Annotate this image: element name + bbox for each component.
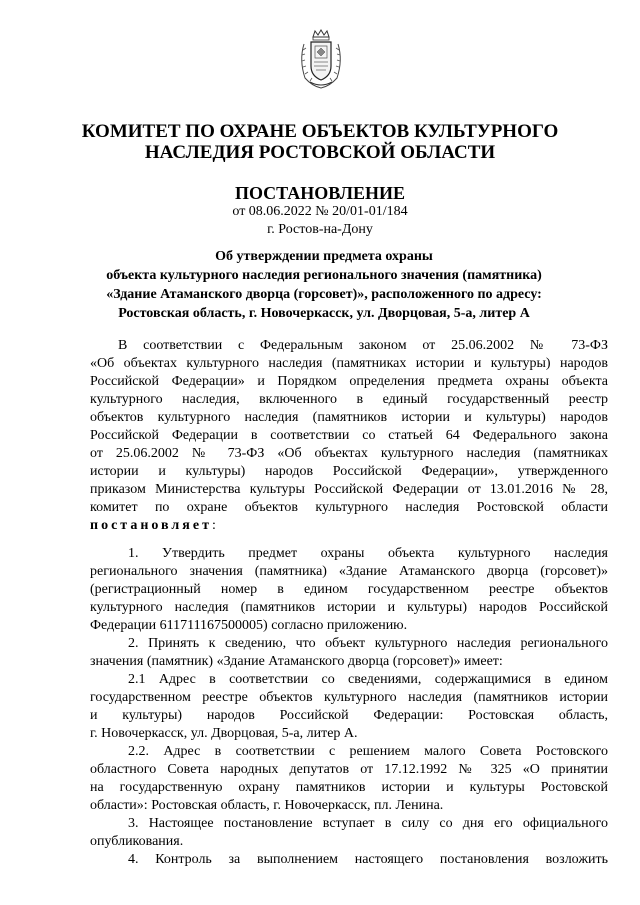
text-line: на государственную охрану памятников истории и культуры Ростовской bbox=[90, 780, 608, 795]
text-line: 3. Настоящее постановление вступает в силу со дня его официального bbox=[128, 816, 608, 831]
text-line: областного Совета народных депутатов от 17.12.1992 № 325 «О принятии bbox=[90, 762, 608, 777]
decree-colon: : bbox=[211, 518, 216, 533]
text-line: Российской Федерации» и Порядком определения предмета охраны объекта bbox=[90, 374, 608, 389]
text-line: 2.1 Адрес в соответствии со сведениями, содержащимися в едином bbox=[128, 672, 608, 687]
item-1-paragraph bbox=[90, 545, 608, 635]
text-line: опубликования. bbox=[90, 834, 184, 849]
text-line: от 25.06.2002 № 73-ФЗ «Об объектах культурного наследия (памятниках bbox=[90, 446, 608, 461]
subject-line: «Здание Атаманского дворца (горсовет)», расположенного по адресу: bbox=[106, 287, 542, 302]
item-2-2-paragraph bbox=[90, 743, 608, 815]
item-3-paragraph bbox=[90, 815, 608, 851]
text-line: г. Новочеркасск, ул. Дворцовая, 5-а, литер А. bbox=[90, 726, 358, 741]
text-line: комитет по охране объектов культурного наследия Ростовской области bbox=[90, 500, 608, 515]
text-line: «Об объектах культурного наследия (памятниках истории и культуры) народов bbox=[90, 356, 608, 371]
preamble-paragraph bbox=[90, 337, 608, 535]
text-line: культурного наследия (памятников истории и культуры) народов Российской bbox=[90, 600, 608, 615]
document-subject bbox=[90, 247, 558, 323]
document-city: г. Ростов-на-Дону bbox=[267, 222, 373, 237]
text-line: 2. Принять к сведению, что объект культурного наследия регионального bbox=[128, 636, 608, 651]
text-line: 4. Контроль за выполнением настоящего постановления возложить bbox=[128, 852, 608, 867]
decree-line bbox=[90, 517, 608, 535]
organization-title-line: КОМИТЕТ ПО ОХРАНЕ ОБЪЕКТОВ КУЛЬТУРНОГО bbox=[81, 121, 559, 142]
document-type-title: ПОСТАНОВЛЕНИЕ bbox=[234, 183, 406, 203]
text-line: значения (памятник) «Здание Атаманского дворца (горсовет)» имеет: bbox=[90, 654, 503, 669]
text-line: Федерации 611711167500005) согласно приложению. bbox=[90, 618, 408, 633]
text-line: регионального значения (памятника) «Здание Атаманского дворца (горсовет)» bbox=[90, 564, 608, 579]
document-date-number: от 08.06.2022 № 20/01-01/184 bbox=[232, 204, 408, 219]
text-line: области»: Ростовская область, г. Новочеркасск, пл. Ленина. bbox=[90, 798, 444, 813]
organization-title-line: НАСЛЕДИЯ РОСТОВСКОЙ ОБЛАСТИ bbox=[144, 142, 496, 163]
text-line: объектов культурного наследия (памятников истории и культуры) народов bbox=[90, 410, 608, 425]
organization-title bbox=[60, 121, 580, 163]
text-line: 1. Утвердить предмет охраны объекта культурного наследия bbox=[128, 546, 608, 561]
text-line: 2.2. Адрес в соответствии с решением малого Совета Ростовского bbox=[128, 744, 608, 759]
text-line: истории и культуры) народов Российской Федерации», утвержденного bbox=[90, 464, 608, 479]
text-line: и культуры) народов Российской Федерации: Ростовская область, bbox=[90, 708, 608, 723]
text-line: (регистрационный номер в едином государственном реестре объектов bbox=[90, 582, 608, 597]
item-2-paragraph bbox=[90, 635, 608, 671]
subject-line: Ростовская область, г. Новочеркасск, ул. Дворцовая, 5-а, литер А bbox=[118, 306, 530, 321]
subject-line: объекта культурного наследия регионального значения (памятника) bbox=[106, 268, 542, 283]
text-line: культурного наследия, включенного в единый государственный реестр bbox=[90, 392, 608, 407]
decree-word: постановляет bbox=[90, 518, 212, 533]
subject-line: Об утверждении предмета охраны bbox=[215, 249, 433, 264]
text-line: приказом Министерства культуры Российской Федерации от 13.01.2016 № 28, bbox=[90, 482, 608, 497]
item-4-paragraph bbox=[90, 851, 608, 869]
item-2-1-paragraph bbox=[90, 671, 608, 743]
text-line: государственном реестре объектов культурного наследия (памятников истории bbox=[90, 690, 608, 705]
coat-of-arms-emblem-icon bbox=[296, 28, 346, 90]
text-line: В соответствии с Федеральным законом от 25.06.2002 № 73-ФЗ bbox=[118, 338, 608, 353]
text-line: Российской Федерации в соответствии со статьей 64 Федерального закона bbox=[90, 428, 608, 443]
